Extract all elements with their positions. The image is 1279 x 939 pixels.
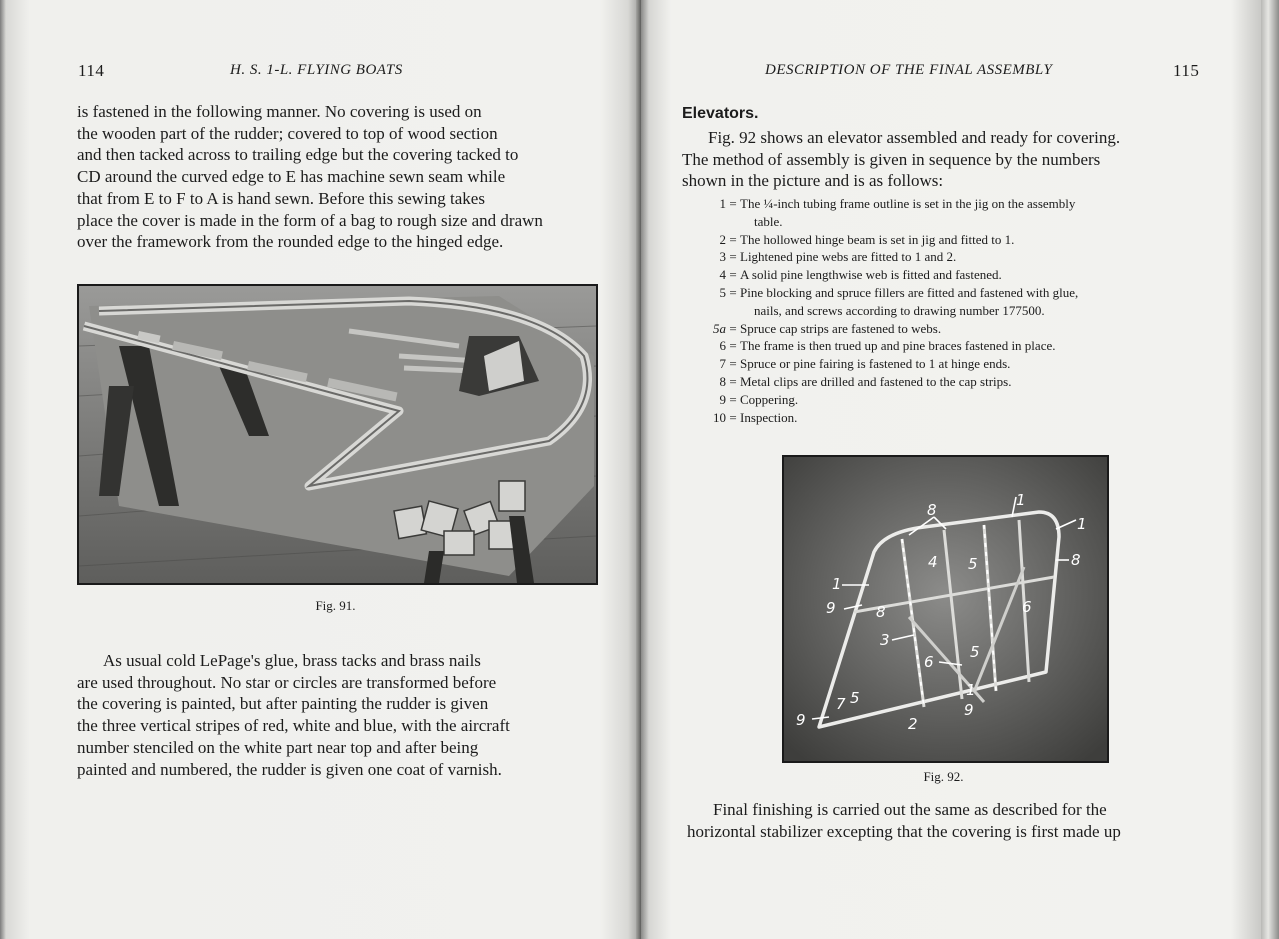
text-line: the wooden part of the rudder; covered to top of wood section [77,123,498,143]
list-item: 6 = The frame is then trued up and pine braces fastened in place. [719,338,1056,354]
page-number: 115 [1173,61,1200,80]
callout-label: 1 [1016,491,1026,509]
text-line: are used throughout. No star or circles are transformed before [77,672,497,692]
list-item: 5 = Pine blocking and spruce fillers are fitted and fastened with glue, nails, and screws according to drawing number 177500. [719,284,1079,318]
elevator-frame-photo-illustration [784,457,1107,761]
text-line: As usual cold LePage's glue, brass tacks and brass nails [103,651,481,670]
callout-label: 6 [1022,598,1032,616]
page-number: 114 [78,61,105,80]
callout-label: 7 [836,695,846,713]
list-item: 2 = The hollowed hinge beam is set in jig and fitted to 1. [719,231,1015,247]
text-line: The method of assembly is given in sequence by the numbers [682,149,1101,169]
rudder-jig-photo-illustration [79,286,596,583]
final-paragraph [687,799,1206,842]
callout-label: 2 [908,715,918,733]
callout-label: 6 [924,653,934,671]
callout-label: 5 [970,643,980,661]
text-line: the three vertical stripes of red, white and blue, with the aircraft [77,716,510,736]
running-head: H. S. 1-L. FLYING BOATS [230,62,403,78]
callout-label: 4 [928,553,938,571]
section-heading: Elevators. [682,105,759,122]
paragraph-1 [77,101,594,253]
callout-label: 9 [796,711,806,729]
list-item: 7 = Spruce or pine fairing is fastened to 1 at hinge ends. [719,356,1011,372]
figure-92-photo [782,455,1109,763]
text-line: painted and numbered, the rudder is given one coat of varnish. [77,759,502,779]
text-line: the covering is painted, but after painting the rudder is given [77,694,489,714]
text-line: CD around the curved edge to E has machine sewn seam while [77,167,506,187]
text-line: is fastened in the following manner. No covering is used on [77,102,482,121]
callout-label: 3 [880,631,890,649]
text-line: and then tacked across to trailing edge but the covering tacked to [77,145,519,165]
callout-label: 9 [964,701,974,719]
callout-label: 1 [832,575,842,593]
text-line: that from E to F to A is hand sewn. Before this sewing takes [77,188,485,208]
callout-label: 1 [966,681,976,699]
intro-paragraph [682,127,1201,192]
list-item: 10 = Inspection. [713,409,798,425]
callout-label: 1 [1077,515,1087,533]
running-head: DESCRIPTION OF THE FINAL ASSEMBLY [765,62,1053,78]
figure-91-photo [77,284,598,585]
assembly-steps-list [700,195,1202,426]
text-line: horizontal stabilizer excepting that the covering is first made up [687,821,1121,841]
paragraph-2 [77,650,594,780]
callout-label: 5 [850,689,860,707]
list-item: 3 = Lightened pine webs are fitted to 1 and 2. [719,249,957,265]
list-item: 1 = The ¼-inch tubing frame outline is set in the jig on the assembly table. [719,196,1076,229]
right-page [641,0,1261,939]
list-item: 4 = A solid pine lengthwise web is fitted and fastened. [719,267,1002,283]
callout-label: 9 [826,599,836,617]
list-item: 8 = Metal clips are drilled and fastened to the cap strips. [719,373,1012,389]
figure-92-caption: Fig. 92. [923,769,964,784]
callout-label: 5 [968,555,978,573]
page-stack-edge [1261,0,1279,939]
text-line: Final finishing is carried out the same as described for the [713,800,1107,819]
text-line: number stenciled on the white part near top and after being [77,737,479,757]
text-line: Fig. 92 shows an elevator assembled and ready for covering. [708,128,1121,147]
text-line: shown in the picture and is as follows: [682,171,944,191]
figure-91-caption: Fig. 91. [315,598,356,613]
callout-label: 8 [1071,551,1081,569]
list-item: 9 = Coppering. [719,391,799,407]
text-line: over the framework from the rounded edge to the hinged edge. [77,232,504,252]
callout-label: 8 [927,501,937,519]
text-line: place the cover is made in the form of a bag to rough size and drawn [77,210,543,230]
callout-label: 8 [876,603,886,621]
list-item: 5a = Spruce cap strips are fastened to webs. [713,320,942,336]
